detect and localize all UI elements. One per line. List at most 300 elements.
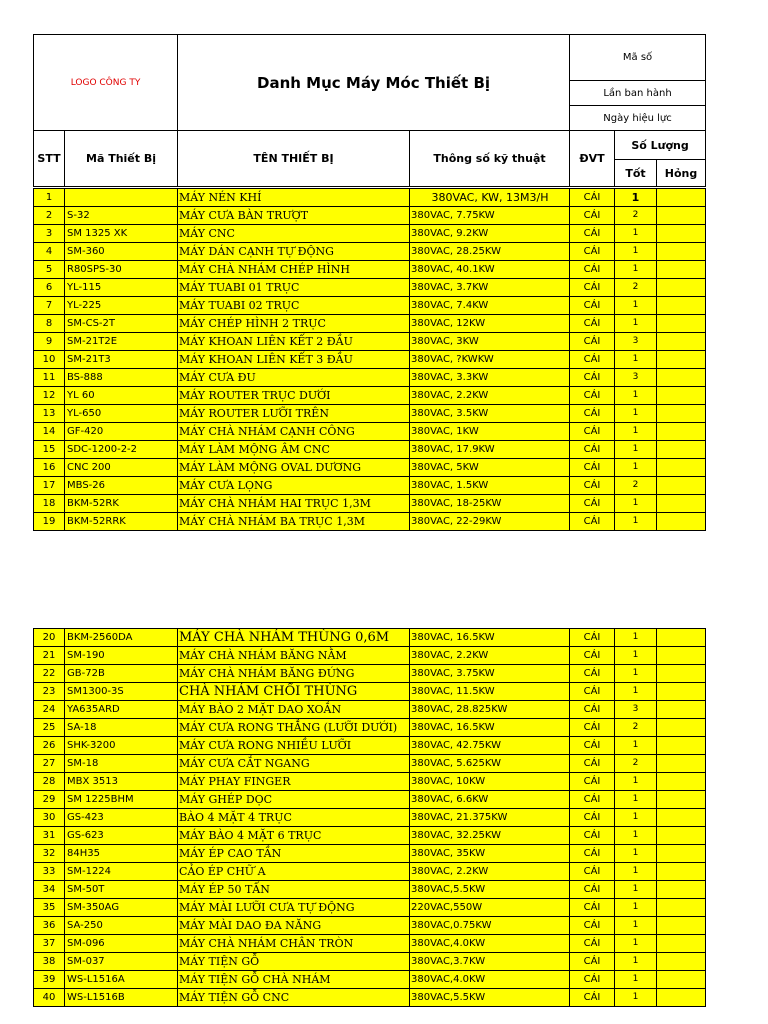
row-name: MÁY CƯA RONG NHIỀU LƯỠI bbox=[178, 737, 410, 755]
row-broken bbox=[657, 189, 706, 207]
row-good: 3 bbox=[615, 369, 657, 387]
row-unit: CÁI bbox=[570, 881, 615, 899]
row-code: SM-190 bbox=[65, 647, 178, 665]
row-name: BÀO 4 MẶT 4 TRỤC bbox=[178, 809, 410, 827]
row-stt: 17 bbox=[34, 477, 65, 495]
row-unit: CÁI bbox=[570, 243, 615, 261]
row-code: YL-225 bbox=[65, 297, 178, 315]
row-good: 1 bbox=[615, 315, 657, 333]
row-stt: 35 bbox=[34, 899, 65, 917]
row-broken bbox=[657, 423, 706, 441]
row-stt: 27 bbox=[34, 755, 65, 773]
row-good: 1 bbox=[615, 513, 657, 531]
row-unit: CÁI bbox=[570, 405, 615, 423]
table-row bbox=[34, 243, 706, 261]
row-spec: 380VAC,4.0KW bbox=[410, 935, 570, 953]
row-stt: 36 bbox=[34, 917, 65, 935]
row-spec: 380VAC, 3KW bbox=[410, 333, 570, 351]
row-name: MÁY KHOAN LIÊN KẾT 3 ĐẦU bbox=[178, 351, 410, 369]
row-name: MÁY ÉP 50 TẤN bbox=[178, 881, 410, 899]
table-row bbox=[34, 297, 706, 315]
row-good: 1 bbox=[615, 845, 657, 863]
row-name: MÁY CHÉP HÌNH 2 TRỤC bbox=[178, 315, 410, 333]
row-good: 1 bbox=[615, 737, 657, 755]
row-code bbox=[65, 189, 178, 207]
row-unit: CÁI bbox=[570, 225, 615, 243]
row-code: SM 1325 XK bbox=[65, 225, 178, 243]
row-stt: 18 bbox=[34, 495, 65, 513]
row-spec: 380VAC,5.5KW bbox=[410, 881, 570, 899]
table-row bbox=[34, 863, 706, 881]
row-good: 2 bbox=[615, 755, 657, 773]
row-unit: CÁI bbox=[570, 189, 615, 207]
row-good: 1 bbox=[615, 935, 657, 953]
row-name: MÁY LÀM MỘNG OVAL DƯƠNG bbox=[178, 459, 410, 477]
row-stt: 22 bbox=[34, 665, 65, 683]
row-broken bbox=[657, 701, 706, 719]
row-name: MÁY ROUTER LƯỠI TRÊN bbox=[178, 405, 410, 423]
row-code: SHK-3200 bbox=[65, 737, 178, 755]
row-unit: CÁI bbox=[570, 279, 615, 297]
row-unit: CÁI bbox=[570, 827, 615, 845]
row-unit: CÁI bbox=[570, 423, 615, 441]
row-name: MÁY TUABI 02 TRỤC bbox=[178, 297, 410, 315]
col-name: TÊN THIẾT BỊ bbox=[178, 131, 410, 187]
row-unit: CÁI bbox=[570, 701, 615, 719]
row-name: MÁY CHÀ NHÁM THÙNG 0,6M bbox=[178, 629, 410, 647]
row-unit: CÁI bbox=[570, 935, 615, 953]
row-spec: 380VAC, 10KW bbox=[410, 773, 570, 791]
row-name: MÁY CƯA CẮT NGANG bbox=[178, 755, 410, 773]
table-row bbox=[34, 647, 706, 665]
row-good: 2 bbox=[615, 477, 657, 495]
row-broken bbox=[657, 459, 706, 477]
row-unit: CÁI bbox=[570, 387, 615, 405]
row-name: MÁY BÀO 2 MẶT DAO XOẮN bbox=[178, 701, 410, 719]
row-spec: 380VAC, 2.2KW bbox=[410, 863, 570, 881]
row-unit: CÁI bbox=[570, 899, 615, 917]
row-good: 1 bbox=[615, 243, 657, 261]
row-broken bbox=[657, 405, 706, 423]
row-spec: 380VAC, 5.625KW bbox=[410, 755, 570, 773]
row-broken bbox=[657, 647, 706, 665]
row-spec: 380VAC, 17.9KW bbox=[410, 441, 570, 459]
row-good: 2 bbox=[615, 207, 657, 225]
row-spec: 380VAC, 32.25KW bbox=[410, 827, 570, 845]
row-unit: CÁI bbox=[570, 773, 615, 791]
row-code: GS-623 bbox=[65, 827, 178, 845]
row-code: 84H35 bbox=[65, 845, 178, 863]
table-row bbox=[34, 971, 706, 989]
row-broken bbox=[657, 297, 706, 315]
row-good: 1 bbox=[615, 971, 657, 989]
row-code: SM-50T bbox=[65, 881, 178, 899]
row-code: YL-115 bbox=[65, 279, 178, 297]
table-row bbox=[34, 719, 706, 737]
row-code: CNC 200 bbox=[65, 459, 178, 477]
row-good: 1 bbox=[615, 881, 657, 899]
table-row bbox=[34, 881, 706, 899]
row-good: 1 bbox=[615, 863, 657, 881]
row-good: 1 bbox=[615, 647, 657, 665]
table-row bbox=[34, 279, 706, 297]
row-spec: 380VAC, 9.2KW bbox=[410, 225, 570, 243]
row-name: MÁY NÉN KHÍ bbox=[178, 189, 410, 207]
row-spec: 380VAC, 6.6KW bbox=[410, 791, 570, 809]
row-code: SA-18 bbox=[65, 719, 178, 737]
row-stt: 25 bbox=[34, 719, 65, 737]
row-good: 1 bbox=[615, 351, 657, 369]
row-stt: 13 bbox=[34, 405, 65, 423]
table-row bbox=[34, 369, 706, 387]
row-spec: 380VAC,5.5KW bbox=[410, 989, 570, 1007]
row-broken bbox=[657, 935, 706, 953]
table-row bbox=[34, 917, 706, 935]
row-good: 1 bbox=[615, 261, 657, 279]
row-broken bbox=[657, 953, 706, 971]
row-name: MÁY KHOAN LIÊN KẾT 2 ĐẦU bbox=[178, 333, 410, 351]
row-code: WS-L1516A bbox=[65, 971, 178, 989]
row-unit: CÁI bbox=[570, 809, 615, 827]
row-unit: CÁI bbox=[570, 495, 615, 513]
row-good: 3 bbox=[615, 701, 657, 719]
row-good: 1 bbox=[615, 629, 657, 647]
row-spec: 380VAC, 18-25KW bbox=[410, 495, 570, 513]
table-row bbox=[34, 351, 706, 369]
row-stt: 30 bbox=[34, 809, 65, 827]
row-spec: 380VAC, 3.3KW bbox=[410, 369, 570, 387]
row-name: MÁY MÀI DAO ĐA NĂNG bbox=[178, 917, 410, 935]
table-row bbox=[34, 845, 706, 863]
equipment-table-part2 bbox=[33, 628, 706, 1007]
row-code: SM-096 bbox=[65, 935, 178, 953]
row-name: MÁY CƯA RONG THẲNG (LƯỠI DƯỚI) bbox=[178, 719, 410, 737]
row-unit: CÁI bbox=[570, 333, 615, 351]
row-stt: 7 bbox=[34, 297, 65, 315]
row-spec: 380VAC, 22-29KW bbox=[410, 513, 570, 531]
table-row bbox=[34, 899, 706, 917]
row-broken bbox=[657, 629, 706, 647]
row-stt: 40 bbox=[34, 989, 65, 1007]
row-code: MBS-26 bbox=[65, 477, 178, 495]
table-row bbox=[34, 207, 706, 225]
row-broken bbox=[657, 881, 706, 899]
row-spec: 380VAC, 1KW bbox=[410, 423, 570, 441]
row-unit: CÁI bbox=[570, 207, 615, 225]
table-row bbox=[34, 387, 706, 405]
row-stt: 8 bbox=[34, 315, 65, 333]
row-spec: 380VAC, 5KW bbox=[410, 459, 570, 477]
row-stt: 9 bbox=[34, 333, 65, 351]
row-code: YL 60 bbox=[65, 387, 178, 405]
row-stt: 15 bbox=[34, 441, 65, 459]
row-unit: CÁI bbox=[570, 917, 615, 935]
row-name: MÁY CHÀ NHÁM BĂNG NẰM bbox=[178, 647, 410, 665]
row-stt: 26 bbox=[34, 737, 65, 755]
row-broken bbox=[657, 809, 706, 827]
row-good: 1 bbox=[615, 953, 657, 971]
row-stt: 29 bbox=[34, 791, 65, 809]
row-good: 1 bbox=[615, 773, 657, 791]
row-code: S-32 bbox=[65, 207, 178, 225]
row-broken bbox=[657, 225, 706, 243]
row-code: SM-037 bbox=[65, 953, 178, 971]
document-header bbox=[33, 34, 706, 187]
table-row bbox=[34, 423, 706, 441]
table-row bbox=[34, 755, 706, 773]
row-name: MÁY CHÀ NHÁM CHÉP HÌNH bbox=[178, 261, 410, 279]
row-spec: 220VAC,550W bbox=[410, 899, 570, 917]
row-unit: CÁI bbox=[570, 441, 615, 459]
table-row bbox=[34, 315, 706, 333]
row-unit: CÁI bbox=[570, 737, 615, 755]
row-name: MÁY CƯA BÀN TRƯỢT bbox=[178, 207, 410, 225]
row-stt: 14 bbox=[34, 423, 65, 441]
col-unit: ĐVT bbox=[570, 131, 615, 187]
row-code: BKM-2560DA bbox=[65, 629, 178, 647]
row-code: SM-21T3 bbox=[65, 351, 178, 369]
row-code: BKM-52RRK bbox=[65, 513, 178, 531]
row-spec: 380VAC, 7.4KW bbox=[410, 297, 570, 315]
row-broken bbox=[657, 845, 706, 863]
row-name: CHÀ NHÁM CHỔI THÙNG bbox=[178, 683, 410, 701]
row-spec: 380VAC, 12KW bbox=[410, 315, 570, 333]
row-stt: 3 bbox=[34, 225, 65, 243]
row-broken bbox=[657, 863, 706, 881]
row-broken bbox=[657, 315, 706, 333]
row-spec: 380VAC, 28.825KW bbox=[410, 701, 570, 719]
row-unit: CÁI bbox=[570, 261, 615, 279]
row-broken bbox=[657, 683, 706, 701]
row-code: SM 1225BHM bbox=[65, 791, 178, 809]
row-spec: 380VAC, 3.7KW bbox=[410, 279, 570, 297]
row-stt: 38 bbox=[34, 953, 65, 971]
row-broken bbox=[657, 513, 706, 531]
table-row bbox=[34, 441, 706, 459]
row-broken bbox=[657, 243, 706, 261]
row-broken bbox=[657, 387, 706, 405]
row-good: 1 bbox=[615, 189, 657, 207]
row-unit: CÁI bbox=[570, 297, 615, 315]
row-unit: CÁI bbox=[570, 629, 615, 647]
row-spec: 380VAC, KW, 13M3/H bbox=[410, 189, 570, 207]
col-quantity: Số Lượng bbox=[615, 131, 706, 160]
doc-code-label: Mã số bbox=[570, 35, 706, 81]
row-broken bbox=[657, 899, 706, 917]
row-stt: 6 bbox=[34, 279, 65, 297]
row-code: SM-360 bbox=[65, 243, 178, 261]
row-spec: 380VAC, 16.5KW bbox=[410, 629, 570, 647]
row-stt: 37 bbox=[34, 935, 65, 953]
row-good: 1 bbox=[615, 405, 657, 423]
row-unit: CÁI bbox=[570, 477, 615, 495]
table-row bbox=[34, 809, 706, 827]
row-name: MÁY TIỆN GỖ bbox=[178, 953, 410, 971]
row-name: MÁY TUABI 01 TRỤC bbox=[178, 279, 410, 297]
row-code: SM1300-3S bbox=[65, 683, 178, 701]
row-unit: CÁI bbox=[570, 755, 615, 773]
table-row bbox=[34, 737, 706, 755]
row-good: 1 bbox=[615, 683, 657, 701]
row-good: 1 bbox=[615, 441, 657, 459]
row-stt: 32 bbox=[34, 845, 65, 863]
row-unit: CÁI bbox=[570, 989, 615, 1007]
row-code: WS-L1516B bbox=[65, 989, 178, 1007]
row-spec: 380VAC, ?KWKW bbox=[410, 351, 570, 369]
row-unit: CÁI bbox=[570, 369, 615, 387]
row-spec: 380VAC,3.7KW bbox=[410, 953, 570, 971]
row-broken bbox=[657, 495, 706, 513]
row-good: 1 bbox=[615, 989, 657, 1007]
row-stt: 16 bbox=[34, 459, 65, 477]
row-name: CẢO ÉP CHỮ A bbox=[178, 863, 410, 881]
row-code: MBX 3513 bbox=[65, 773, 178, 791]
row-stt: 21 bbox=[34, 647, 65, 665]
row-code: GB-72B bbox=[65, 665, 178, 683]
row-broken bbox=[657, 477, 706, 495]
table-row bbox=[34, 189, 706, 207]
row-code: R80SPS-30 bbox=[65, 261, 178, 279]
row-stt: 2 bbox=[34, 207, 65, 225]
row-unit: CÁI bbox=[570, 719, 615, 737]
row-spec: 380VAC, 3.5KW bbox=[410, 405, 570, 423]
row-code: BS-888 bbox=[65, 369, 178, 387]
row-name: MÁY CHÀ NHÁM BĂNG ĐỨNG bbox=[178, 665, 410, 683]
table-row bbox=[34, 701, 706, 719]
row-broken bbox=[657, 971, 706, 989]
row-broken bbox=[657, 207, 706, 225]
row-broken bbox=[657, 333, 706, 351]
row-code: SM-18 bbox=[65, 755, 178, 773]
row-stt: 39 bbox=[34, 971, 65, 989]
effective-date-label: Ngày hiệu lực bbox=[570, 106, 706, 131]
revision-label: Lần ban hành bbox=[570, 81, 706, 106]
row-code: SA-250 bbox=[65, 917, 178, 935]
col-code: Mã Thiết Bị bbox=[65, 131, 178, 187]
row-broken bbox=[657, 441, 706, 459]
row-name: MÁY DÁN CẠNH TỰ ĐỘNG bbox=[178, 243, 410, 261]
table-row bbox=[34, 261, 706, 279]
row-broken bbox=[657, 755, 706, 773]
row-spec: 380VAC, 3.75KW bbox=[410, 665, 570, 683]
row-broken bbox=[657, 719, 706, 737]
table-row bbox=[34, 629, 706, 647]
row-code: SM-CS-2T bbox=[65, 315, 178, 333]
document-title: Danh Mục Máy Móc Thiết Bị bbox=[178, 35, 570, 131]
row-good: 1 bbox=[615, 917, 657, 935]
row-name: MÁY ROUTER TRỤC DƯỚI bbox=[178, 387, 410, 405]
row-spec: 380VAC,0.75KW bbox=[410, 917, 570, 935]
table-row bbox=[34, 935, 706, 953]
row-spec: 380VAC,4.0KW bbox=[410, 971, 570, 989]
row-code: GF-420 bbox=[65, 423, 178, 441]
row-code: SM-21T2E bbox=[65, 333, 178, 351]
row-stt: 31 bbox=[34, 827, 65, 845]
row-name: MÁY CHÀ NHÁM BA TRỤC 1,3M bbox=[178, 513, 410, 531]
table-row bbox=[34, 477, 706, 495]
row-code: SM-1224 bbox=[65, 863, 178, 881]
row-good: 1 bbox=[615, 225, 657, 243]
table-row bbox=[34, 791, 706, 809]
table-row bbox=[34, 683, 706, 701]
row-spec: 380VAC, 42.75KW bbox=[410, 737, 570, 755]
row-name: MÁY BÀO 4 MẶT 6 TRỤC bbox=[178, 827, 410, 845]
row-good: 2 bbox=[615, 719, 657, 737]
row-unit: CÁI bbox=[570, 953, 615, 971]
row-name: MÁY TIỆN GỖ CNC bbox=[178, 989, 410, 1007]
row-unit: CÁI bbox=[570, 647, 615, 665]
table-row bbox=[34, 495, 706, 513]
row-unit: CÁI bbox=[570, 665, 615, 683]
row-good: 1 bbox=[615, 665, 657, 683]
row-good: 1 bbox=[615, 495, 657, 513]
row-code: BKM-52RK bbox=[65, 495, 178, 513]
row-good: 1 bbox=[615, 423, 657, 441]
row-name: MÁY CHÀ NHÁM CẠNH CÔNG bbox=[178, 423, 410, 441]
table-row bbox=[34, 665, 706, 683]
row-spec: 380VAC, 40.1KW bbox=[410, 261, 570, 279]
table-row bbox=[34, 459, 706, 477]
row-stt: 20 bbox=[34, 629, 65, 647]
row-stt: 4 bbox=[34, 243, 65, 261]
row-broken bbox=[657, 665, 706, 683]
col-good: Tốt bbox=[615, 160, 657, 187]
row-stt: 5 bbox=[34, 261, 65, 279]
row-stt: 12 bbox=[34, 387, 65, 405]
table-row bbox=[34, 513, 706, 531]
col-spec: Thông số kỹ thuật bbox=[410, 131, 570, 187]
row-name: MÁY ÉP CAO TẦN bbox=[178, 845, 410, 863]
row-spec: 380VAC, 2.2KW bbox=[410, 387, 570, 405]
row-stt: 19 bbox=[34, 513, 65, 531]
row-good: 2 bbox=[615, 279, 657, 297]
row-name: MÁY CHÀ NHÁM HAI TRỤC 1,3M bbox=[178, 495, 410, 513]
row-code: GS-423 bbox=[65, 809, 178, 827]
row-name: MÁY LÀM MỘNG ÂM CNC bbox=[178, 441, 410, 459]
row-stt: 34 bbox=[34, 881, 65, 899]
row-broken bbox=[657, 917, 706, 935]
row-unit: CÁI bbox=[570, 683, 615, 701]
row-good: 1 bbox=[615, 459, 657, 477]
row-name: MÁY CHÀ NHÁM CHÂN TRÒN bbox=[178, 935, 410, 953]
row-good: 1 bbox=[615, 827, 657, 845]
row-name: MÁY TIỆN GỖ CHÀ NHÁM bbox=[178, 971, 410, 989]
company-logo: LOGO CÔNG TY bbox=[34, 35, 178, 131]
row-broken bbox=[657, 351, 706, 369]
row-broken bbox=[657, 989, 706, 1007]
table-row bbox=[34, 405, 706, 423]
row-name: MÁY CNC bbox=[178, 225, 410, 243]
row-broken bbox=[657, 261, 706, 279]
row-spec: 380VAC, 28.25KW bbox=[410, 243, 570, 261]
row-stt: 28 bbox=[34, 773, 65, 791]
row-broken bbox=[657, 369, 706, 387]
row-unit: CÁI bbox=[570, 971, 615, 989]
row-spec: 380VAC, 7.75KW bbox=[410, 207, 570, 225]
row-unit: CÁI bbox=[570, 459, 615, 477]
row-good: 1 bbox=[615, 791, 657, 809]
row-stt: 33 bbox=[34, 863, 65, 881]
col-broken: Hỏng bbox=[657, 160, 706, 187]
row-stt: 24 bbox=[34, 701, 65, 719]
row-name: MÁY MÀI LƯỠI CƯA TỰ ĐỘNG bbox=[178, 899, 410, 917]
row-name: MÁY GHÉP DỌC bbox=[178, 791, 410, 809]
row-code: SM-350AG bbox=[65, 899, 178, 917]
row-broken bbox=[657, 773, 706, 791]
row-spec: 380VAC, 21.375KW bbox=[410, 809, 570, 827]
equipment-table-part1 bbox=[33, 188, 706, 531]
row-broken bbox=[657, 827, 706, 845]
